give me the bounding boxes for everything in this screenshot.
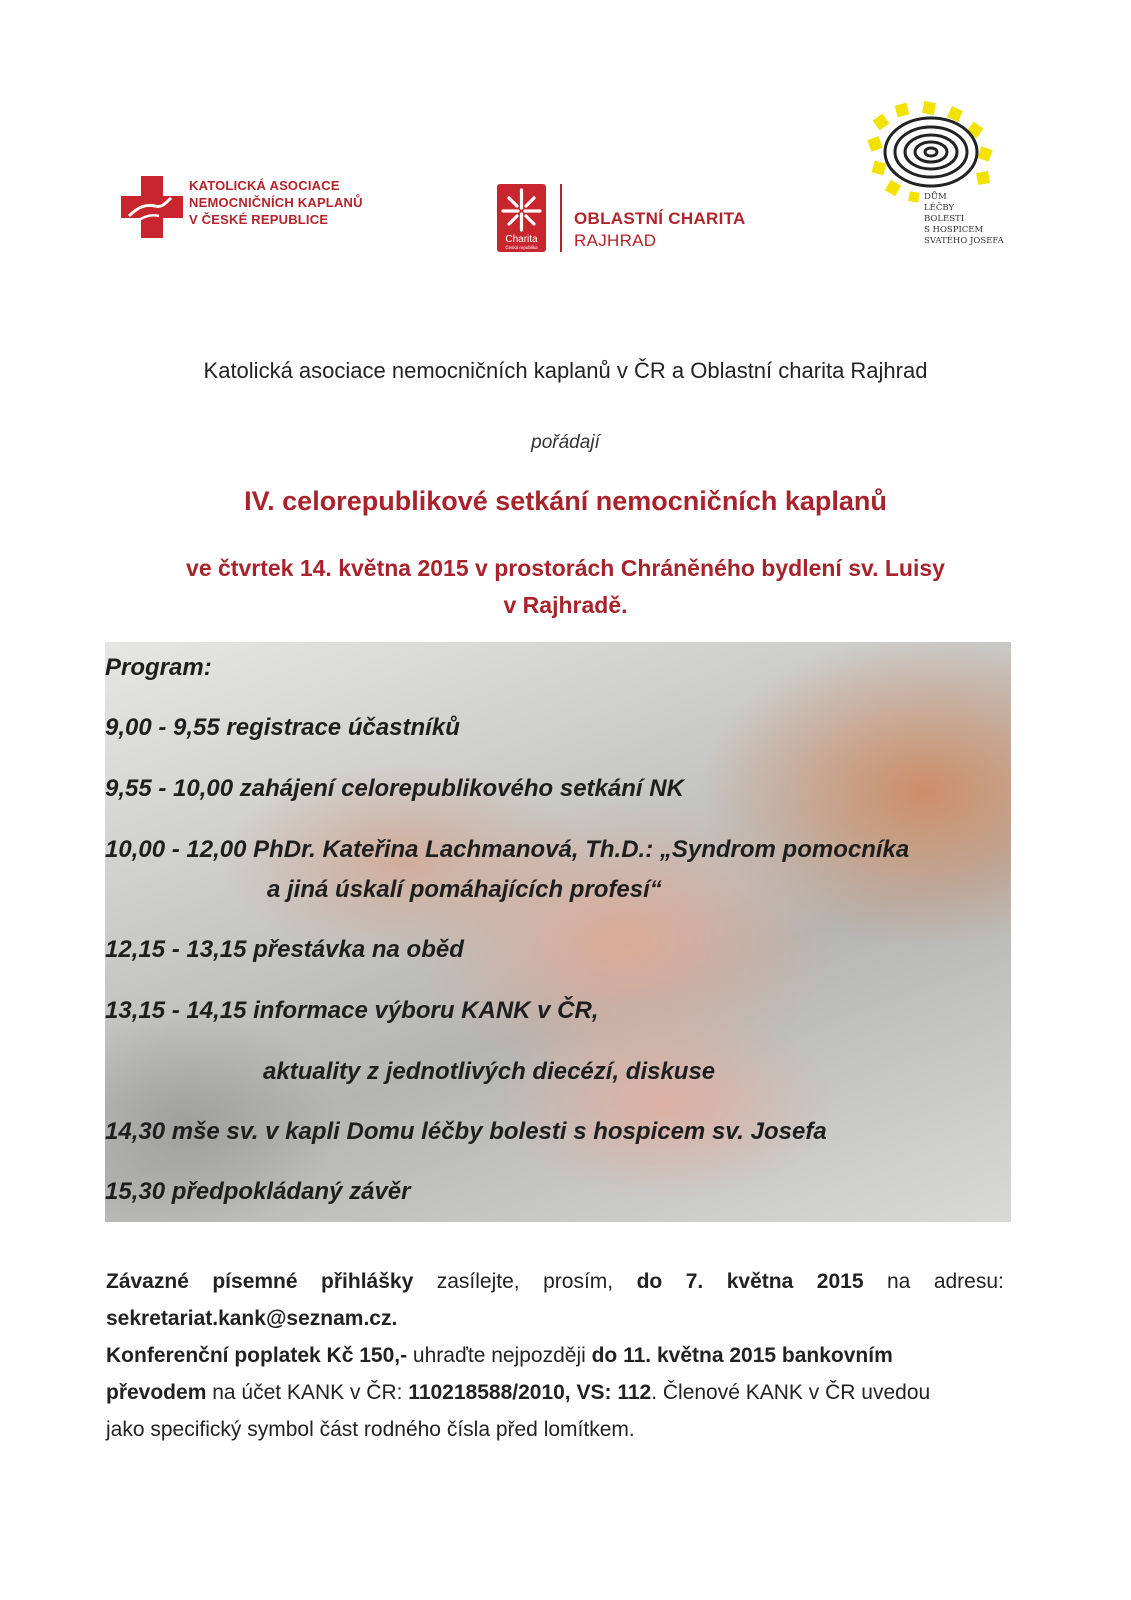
fee-line bbox=[106, 1337, 1004, 1374]
reg-word: na bbox=[886, 1270, 911, 1293]
reg-word: 2015 bbox=[816, 1270, 864, 1293]
event-venue-line: v Rajhradě. bbox=[503, 592, 628, 618]
program-item: 12,15 - 13,15 přestávka na oběd bbox=[105, 936, 464, 963]
reg-word: Závazné bbox=[106, 1270, 189, 1293]
fee-transfer: převodem bbox=[106, 1381, 207, 1404]
fee-line-3: jako specifický symbol část rodného čísla před lomítkem. bbox=[106, 1418, 635, 1441]
fee-text: uhraďte nejpozději bbox=[407, 1344, 592, 1367]
fee-text: . Členové KANK v ČR uvedou bbox=[651, 1381, 931, 1404]
reg-word: písemné bbox=[212, 1270, 298, 1293]
poradaji-line: pořádají bbox=[531, 432, 600, 453]
event-date-line: ve čtvrtek 14. května 2015 v prostorách Chráněného bydlení sv. Luisy bbox=[186, 555, 945, 581]
program-item-continuation: aktuality z jednotlivých diecézí, diskuse bbox=[263, 1058, 716, 1085]
charita-logo-text bbox=[574, 208, 746, 252]
kank-logo-text bbox=[189, 177, 363, 228]
hospic-logo-line: S HOSPICEM bbox=[924, 225, 984, 235]
fee-text: na účet KANK v ČR: bbox=[206, 1381, 409, 1404]
charita-line2: RAJHRAD bbox=[574, 231, 657, 250]
kank-logo-line: V ČESKÉ REPUBLICE bbox=[189, 212, 329, 227]
reg-word: 7. bbox=[685, 1270, 704, 1293]
bank-account: 110218588/2010, VS: 112 bbox=[408, 1381, 652, 1404]
kank-logo bbox=[121, 173, 381, 243]
reg-word: prosím, bbox=[543, 1270, 614, 1293]
charita-badge-subtext: Česká republika bbox=[505, 245, 538, 250]
red-cross-hands-icon bbox=[121, 176, 183, 238]
program-item: 15,30 předpokládaný závěr bbox=[105, 1178, 411, 1205]
hospic-logo-line: DŮM bbox=[924, 192, 947, 202]
fee-deadline: do 11. května 2015 bankovním bbox=[591, 1344, 893, 1367]
hospic-logo-line: LÉČBY bbox=[924, 203, 955, 213]
event-title: IV. celorepublikové setkání nemocničních kaplanů bbox=[244, 486, 887, 516]
kank-logo-line: NEMOCNIČNÍCH KAPLANŮ bbox=[189, 195, 363, 210]
registration-line bbox=[106, 1263, 1004, 1300]
charita-logo bbox=[497, 184, 767, 254]
email-line bbox=[106, 1300, 1004, 1337]
organizers-line: Katolická asociace nemocničních kaplanů v ČR a Oblastní charita Rajhrad bbox=[203, 358, 928, 383]
reg-word: přihlášky bbox=[321, 1270, 414, 1293]
reg-word: do bbox=[636, 1270, 663, 1293]
program-item: 9,00 - 9,55 registrace účastníků bbox=[105, 714, 460, 741]
fee-line-2 bbox=[106, 1374, 1004, 1411]
program-photo-panel bbox=[105, 642, 1011, 1222]
charita-cross-icon bbox=[497, 184, 546, 252]
hospic-logo-text bbox=[924, 192, 1004, 247]
program-item: 10,00 - 12,00 PhDr. Kateřina Lachmanová, Th.D.: „Syndrom pomocníka bbox=[105, 836, 910, 863]
reg-word: adresu: bbox=[933, 1270, 1004, 1293]
charita-badge-text: Charita bbox=[505, 234, 538, 245]
reg-word: zasílejte, bbox=[436, 1270, 520, 1293]
program-item-continuation: a jiná úskalí pomáhajících profesí“ bbox=[267, 876, 662, 903]
program-item: 9,55 - 10,00 zahájení celorepublikového setkání NK bbox=[105, 775, 684, 802]
charita-line1: OBLASTNÍ CHARITA bbox=[574, 209, 746, 228]
hospic-logo-line: BOLESTI bbox=[924, 214, 965, 224]
hospic-logo bbox=[861, 100, 1011, 260]
program-heading: Program: bbox=[105, 654, 212, 681]
reg-word: května bbox=[726, 1270, 794, 1293]
program-item: 14,30 mše sv. v kapli Domu léčby bolesti s hospicem sv. Josefa bbox=[105, 1118, 827, 1145]
fee-amount: Konferenční poplatek Kč 150,- bbox=[106, 1344, 408, 1367]
kank-logo-line: KATOLICKÁ ASOCIACE bbox=[189, 178, 340, 193]
hospic-logo-line: SVATÉHO JOSEFA bbox=[924, 236, 1004, 246]
program-item: 13,15 - 14,15 informace výboru KANK v ČR, bbox=[105, 997, 599, 1024]
charita-divider bbox=[560, 184, 562, 252]
email-address[interactable]: sekretariat.kank@seznam.cz. bbox=[106, 1307, 398, 1330]
